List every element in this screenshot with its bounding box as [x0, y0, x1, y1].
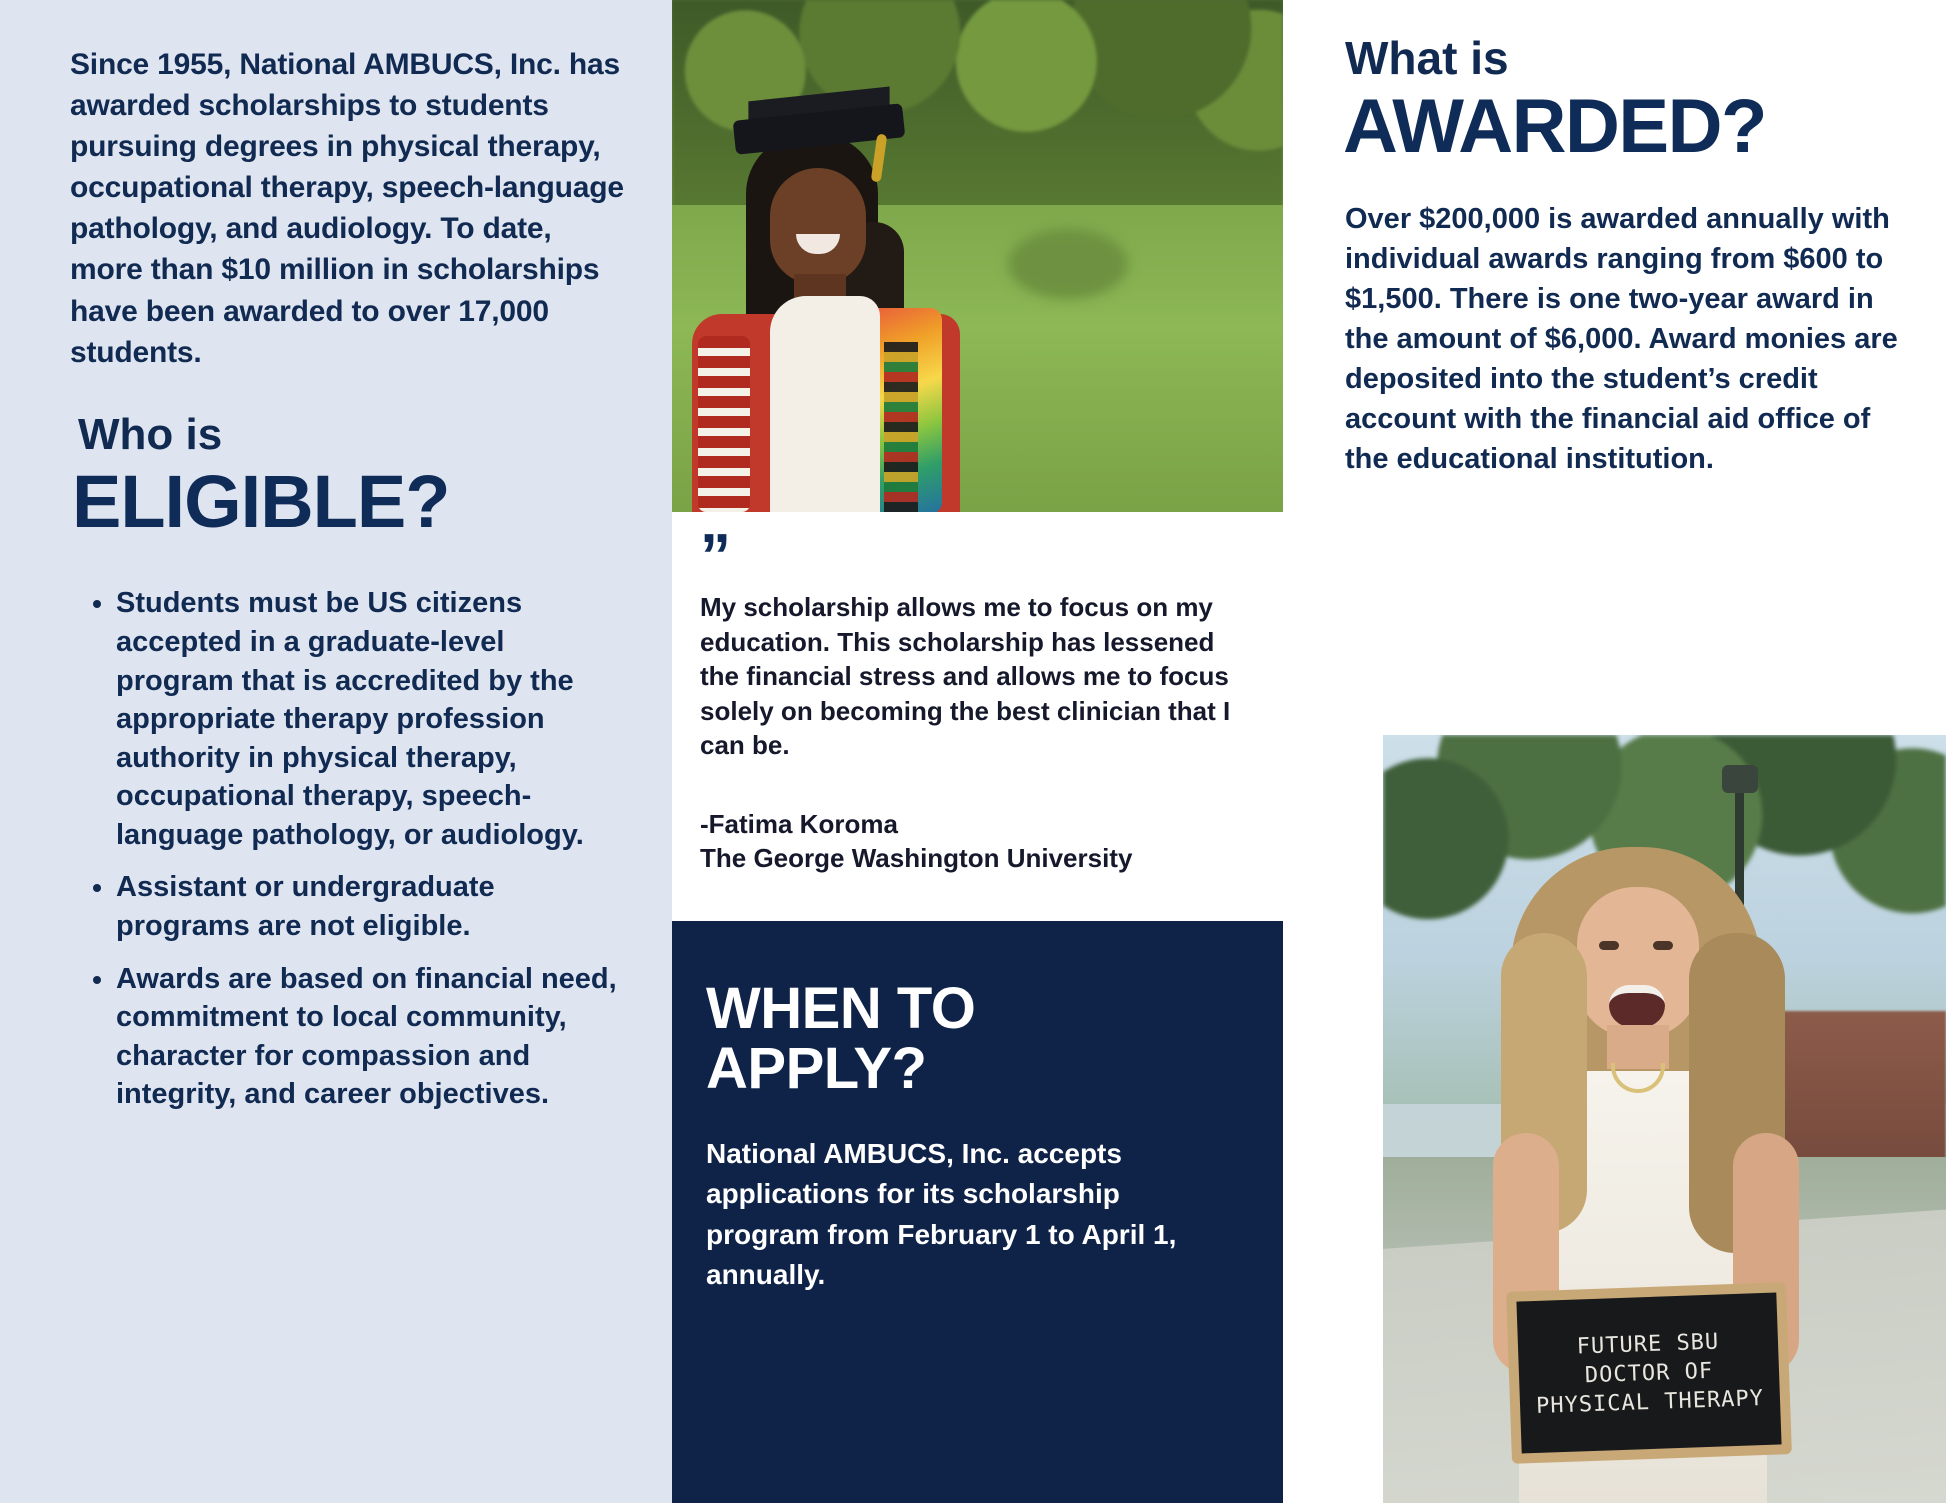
awarded-heading-small: What is	[1345, 32, 1509, 84]
graduate-student-photo	[672, 0, 1283, 512]
eligible-heading-large: ELIGIBLE?	[72, 459, 450, 543]
eligibility-bullet-list	[70, 584, 626, 1113]
sign-line: PHYSICAL THERAPY	[1535, 1385, 1765, 1419]
testimonial-text: My scholarship allows me to focus on my education. This scholarship has lessened the financial stress and allows me to focus solely on becoming the best clinician that I can be.	[700, 592, 1231, 761]
figure-kente-stole	[884, 342, 918, 512]
figure-eye-right	[1653, 941, 1673, 950]
sign-line: DOCTOR OF	[1584, 1358, 1714, 1388]
figure-tassel	[871, 134, 888, 183]
apply-heading-line2: APPLY?	[706, 1036, 927, 1102]
eligibility-panel	[0, 0, 672, 1503]
when-to-apply-panel	[672, 921, 1283, 1503]
figure-eye-left	[1599, 941, 1619, 950]
apply-heading	[706, 976, 1227, 1102]
photo-graduate-figure	[674, 82, 974, 512]
awarded-body-text: Over $200,000 is awarded annually with individual awards ranging from $600 to $1,500. There is one two-year award in the amount of $6,000. Award monies are deposited into the student’s credit account with the financial aid office of the educational institution.	[1345, 202, 1898, 475]
chalkboard-sign	[1506, 1282, 1792, 1464]
apply-heading-line1: WHEN TO	[706, 976, 976, 1041]
figure-scarf	[770, 296, 880, 512]
list-item: • Students must be US citizens accepted in a graduate-level program that is accredited by the appropriate therapy profession authority in physical therapy, occupational therapy, speech-language pathology, or audiology.	[116, 584, 626, 854]
figure-face	[770, 168, 866, 284]
eligible-heading-small: Who is	[78, 409, 223, 459]
apply-body-text: National AMBUCS, Inc. accepts applications for its scholarship program from February 1 to April 1, annually.	[706, 1137, 1177, 1291]
figure-open-mouth	[1609, 985, 1665, 1027]
testimonial-name: -Fatima Koroma	[700, 808, 898, 839]
middle-column	[672, 0, 1283, 1503]
sign-line: FUTURE SBU	[1576, 1329, 1720, 1359]
photo-student-figure	[1453, 813, 1883, 1503]
quote-mark-icon: ”	[700, 522, 729, 591]
testimonial-school: The George Washington University	[700, 843, 1133, 874]
testimonial-block	[672, 512, 1283, 916]
figure-gown-trim	[698, 336, 750, 512]
list-item: • Assistant or undergraduate programs are not eligible.	[116, 868, 626, 945]
awarded-heading-large: AWARDED?	[1343, 84, 1766, 170]
testimonial-attribution	[700, 807, 1249, 876]
chalkboard-surface	[1516, 1293, 1781, 1454]
intro-paragraph: Since 1955, National AMBUCS, Inc. has awarded scholarships to students pursuing degrees in physical therapy, occupational therapy, speech-language pathology, and audiology. To date, more than $10 million in scholarships have been awarded to over 17,000 students.	[70, 48, 624, 369]
physical-therapy-student-photo	[1383, 735, 1946, 1503]
list-item: • Awards are based on financial need, commitment to local community, character for compassion and integrity, and career objectives.	[116, 960, 626, 1114]
